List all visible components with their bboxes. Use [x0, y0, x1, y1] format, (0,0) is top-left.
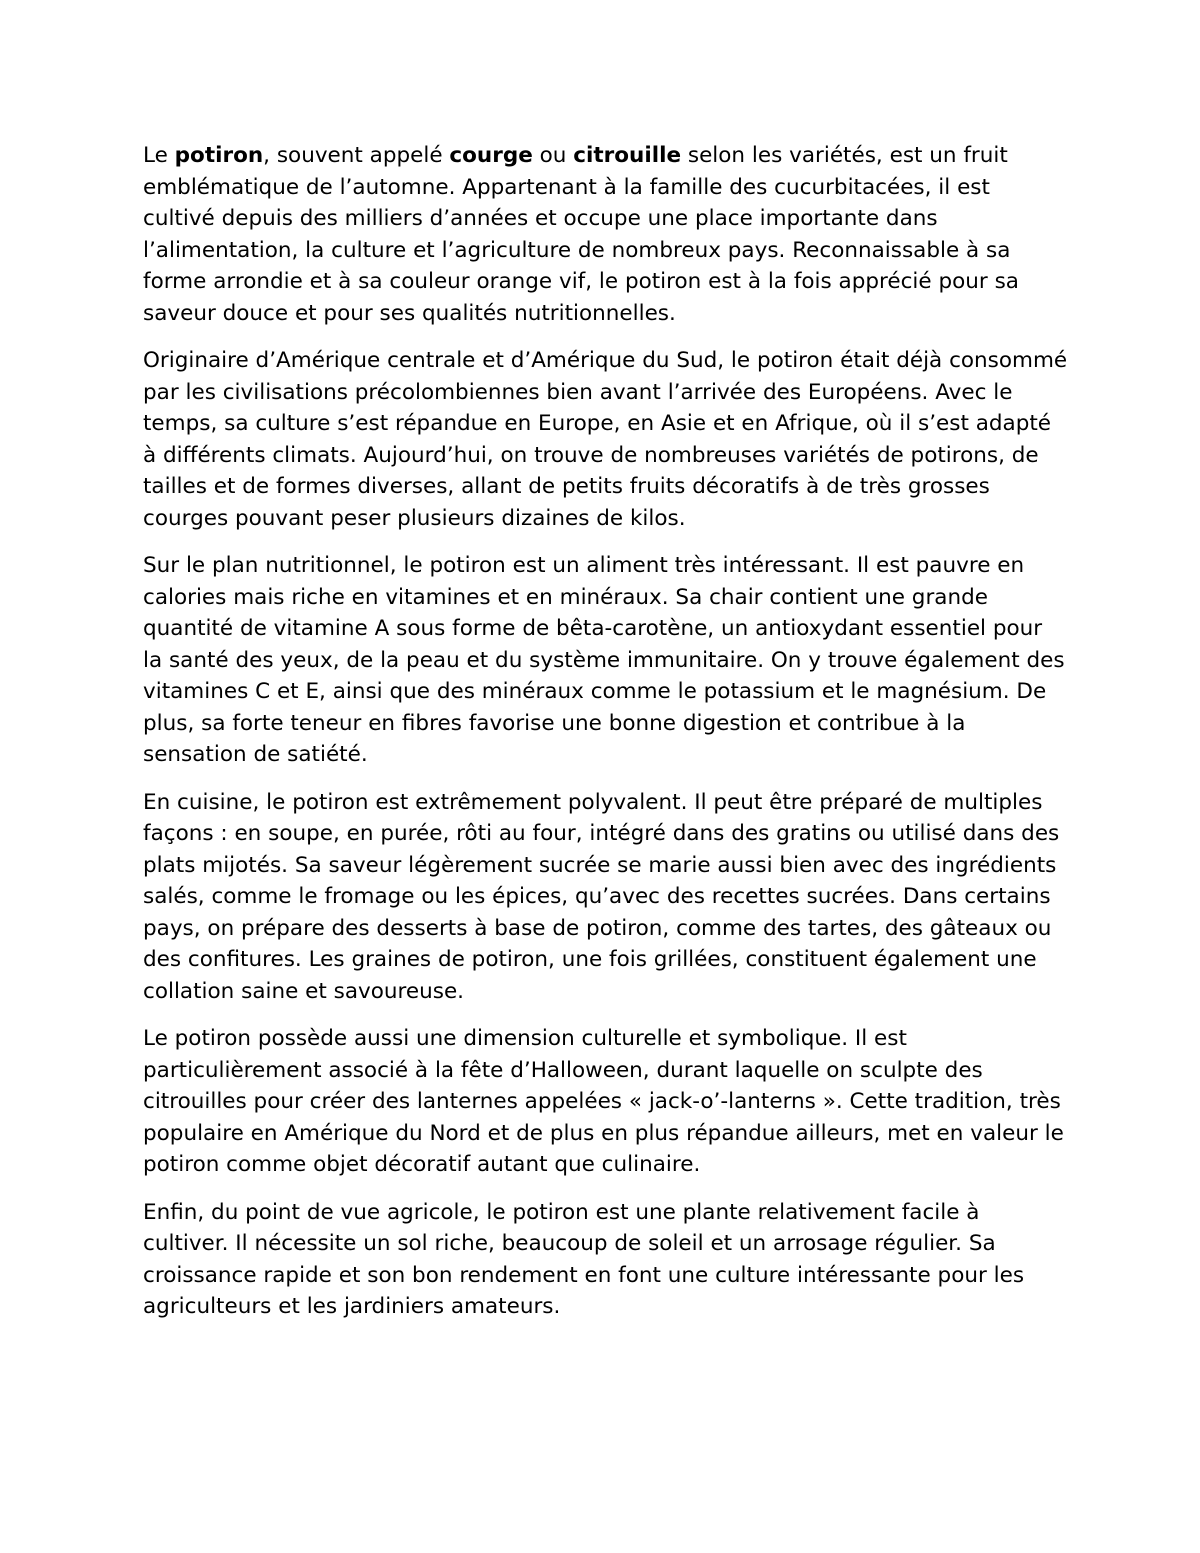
paragraph-nutrition: Sur le plan nutritionnel, le potiron est un aliment très intéressant. Il est pauvre en calories mais riche en vitamines et en minéraux. Sa chair contient une grande quantité de vitamine A sous forme de bêta-carotène, un antioxydant essentiel pour la santé des yeux, de la peau et du système immunitaire. On y trouve également des vitamines C et E, ainsi que des minéraux comme le potassium et le magnésium. De plus, sa forte teneur en fibres favorise une bonne digestion et contribue à la sensation de satiété.: [143, 553, 1065, 767]
paragraph-intro: [143, 140, 1068, 329]
paragraph-culture: Le potiron possède aussi une dimension culturelle et symbolique. Il est particulièrement associé à la fête d’Halloween, durant laquelle on sculpte des citrouilles pour créer des lanternes appelées « jack-o’-lanterns ». Cette tradition, très populaire en Amérique du Nord et de plus en plus répandue ailleurs, met en valeur le potiron comme objet décoratif autant que culinaire.: [143, 1026, 1064, 1177]
intro-text-start: Le: [143, 143, 175, 168]
bold-term-courge: courge: [449, 143, 533, 168]
paragraph-cuisine: En cuisine, le potiron est extrêmement polyvalent. Il peut être préparé de multiples façons : en soupe, en purée, rôti au four, intégré dans des gratins ou utilisé dans des plats mijotés. Sa saveur légèrement sucrée se marie aussi bien avec des ingrédients salés, comme le fromage ou les épices, qu’avec des recettes sucrées. Dans certains pays, on prépare des desserts à base de potiron, comme des tartes, des gâteaux ou des confitures. Les graines de potiron, une fois grillées, constituent également une collation saine et savoureuse.: [143, 789, 1060, 1004]
bold-term-potiron: potiron: [174, 143, 264, 168]
paragraph-agriculture: Enfin, du point de vue agricole, le potiron est une plante relativement facile à cultiver. Il nécessite un sol riche, beaucoup de soleil et un arrosage régulier. Sa croissance rapide et son bon rendement en font une culture intéressante pour les agriculteurs et les jardiniers amateurs.: [143, 1199, 1025, 1319]
document-body: [143, 140, 1068, 1339]
bold-term-citrouille: citrouille: [573, 143, 682, 168]
paragraph-origin: Originaire d’Amérique centrale et d’Amérique du Sud, le potiron était déjà consommé par les civilisations précolombiennes bien avant l’arrivée des Européens. Avec le temps, sa culture s’est répandue en Europe, en Asie et en Afrique, où il s’est adapté à différents climats. Aujourd’hui, on trouve de nombreuses variétés de potirons, de tailles et de formes diverses, allant de petits fruits décoratifs à de très grosses courges pouvant peser plusieurs dizaines de kilos.: [143, 348, 1068, 531]
intro-text-end: selon les variétés, est un fruit emblématique de l’automne. Appartenant à la famille des cucurbitacées, il est cultivé depuis des milliers d’années et occupe une place importante dans l’alimentation, la culture et l’agriculture de nombreux pays. Reconnaissable à sa forme arrondie et à sa couleur orange vif, le potiron est à la fois apprécié pour sa saveur douce et pour ses qualités nutritionnelles.: [143, 143, 1019, 326]
intro-text: , souvent appelé: [263, 143, 450, 168]
intro-text: ou: [532, 143, 574, 168]
